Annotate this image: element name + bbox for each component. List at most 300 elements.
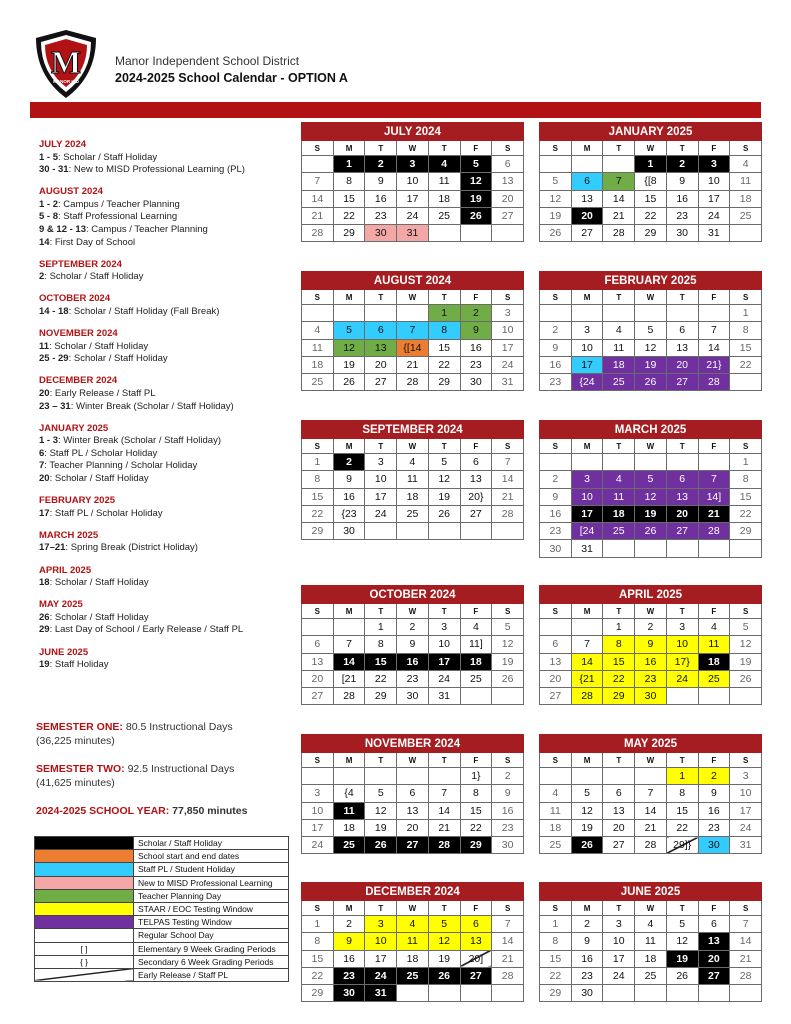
svg-text:M: M — [50, 44, 82, 80]
day-cell: 3 — [730, 768, 762, 785]
day-cell: 3 — [698, 156, 730, 173]
day-cell: 8 — [460, 785, 492, 802]
legend-row — [35, 902, 289, 915]
weekday-header: F — [460, 604, 492, 619]
day-cell: 1 — [666, 768, 698, 785]
weekday-header: F — [460, 290, 492, 305]
week-row — [302, 802, 524, 819]
day-cell — [492, 523, 524, 540]
day-cell: 27 — [666, 523, 698, 540]
day-cell: 23 — [492, 819, 524, 836]
weekday-header: S — [492, 604, 524, 619]
day-cell: 9 — [635, 636, 667, 653]
day-cell: 30 — [492, 837, 524, 854]
weekday-header: S — [540, 439, 572, 454]
day-cell: 22 — [666, 819, 698, 836]
day-cell: 1 — [730, 305, 762, 322]
day-cell: 13 — [365, 339, 397, 356]
day-cell: 11 — [302, 339, 334, 356]
day-cell: 23 — [698, 819, 730, 836]
day-cell: 5 — [333, 322, 365, 339]
day-cell — [333, 305, 365, 322]
key-event-item: 25 - 29: Scholar / Staff Holiday — [39, 353, 168, 365]
key-event-item: 17: Staff PL / Scholar Holiday — [39, 507, 163, 519]
legend-swatch: { } — [35, 955, 134, 968]
day-cell: 5 — [365, 785, 397, 802]
day-cell: 19 — [333, 356, 365, 373]
month-title: JULY 2024 — [302, 123, 524, 141]
day-cell — [603, 305, 635, 322]
day-cell: 8 — [428, 322, 460, 339]
day-cell: 30 — [333, 985, 365, 1002]
weekday-header: M — [571, 753, 603, 768]
day-cell: 11 — [730, 173, 762, 190]
week-row — [540, 688, 762, 705]
day-cell: 25 — [698, 670, 730, 687]
week-row — [302, 225, 524, 242]
week-row — [540, 505, 762, 522]
weekday-header: W — [635, 141, 667, 156]
week-row — [302, 819, 524, 836]
day-cell: 4 — [603, 322, 635, 339]
week-row — [540, 619, 762, 636]
day-cell: [21 — [333, 670, 365, 687]
day-cell — [428, 523, 460, 540]
weekday-header: W — [397, 439, 429, 454]
day-cell: {23 — [333, 505, 365, 522]
day-cell: 7 — [492, 916, 524, 933]
key-events-month-heading: APRIL 2025 — [39, 564, 92, 576]
day-cell: 7 — [730, 916, 762, 933]
weekday-header: T — [666, 753, 698, 768]
day-cell: 16 — [333, 950, 365, 967]
legend-swatch — [35, 876, 134, 889]
week-row — [302, 670, 524, 687]
day-cell: 25 — [428, 207, 460, 224]
day-cell: 19 — [492, 653, 524, 670]
key-event-item: 5 - 8: Staff Professional Learning — [39, 211, 178, 223]
day-cell — [730, 540, 762, 557]
day-cell — [428, 768, 460, 785]
day-cell: 8 — [666, 785, 698, 802]
week-row — [540, 225, 762, 242]
week-row — [540, 488, 762, 505]
day-cell: 17 — [365, 950, 397, 967]
day-cell: 11 — [333, 802, 365, 819]
calendar-title: 2024-2025 School Calendar - OPTION A — [115, 71, 348, 85]
key-events-month-heading: AUGUST 2024 — [39, 186, 103, 198]
day-cell: 15 — [666, 802, 698, 819]
svg-text:MANOR ISD: MANOR ISD — [53, 79, 79, 84]
week-row — [540, 670, 762, 687]
day-cell: 19 — [365, 819, 397, 836]
day-cell: 14 — [492, 933, 524, 950]
week-row — [302, 916, 524, 933]
weekday-header: T — [365, 290, 397, 305]
day-cell: 22 — [428, 356, 460, 373]
weekday-header: F — [460, 141, 492, 156]
week-row — [302, 985, 524, 1002]
month-calendar — [301, 882, 524, 1002]
key-event-item: 18: Scholar / Staff Holiday — [39, 577, 149, 589]
week-row — [540, 785, 762, 802]
day-cell: 10 — [365, 471, 397, 488]
day-cell: 17 — [698, 190, 730, 207]
day-cell: 28 — [730, 967, 762, 984]
weekday-header: M — [333, 753, 365, 768]
day-cell: 26 — [365, 837, 397, 854]
week-row — [302, 173, 524, 190]
day-cell: 6 — [492, 156, 524, 173]
weekday-header: T — [365, 753, 397, 768]
day-cell — [730, 688, 762, 705]
day-cell: 28 — [571, 688, 603, 705]
day-cell: 2 — [333, 454, 365, 471]
district-logo — [30, 28, 102, 100]
day-cell: 6 — [666, 471, 698, 488]
day-cell: 5 — [492, 619, 524, 636]
day-cell: 19 — [460, 190, 492, 207]
day-cell: 5 — [730, 619, 762, 636]
month-title: SEPTEMBER 2024 — [302, 421, 524, 439]
day-cell: 12 — [571, 802, 603, 819]
day-cell: 9 — [698, 785, 730, 802]
day-cell: 18 — [540, 819, 572, 836]
day-cell: 19 — [635, 356, 667, 373]
day-cell: 16 — [698, 802, 730, 819]
month-title: MAY 2025 — [540, 735, 762, 753]
day-cell: 9 — [540, 488, 572, 505]
weekday-header: T — [666, 901, 698, 916]
day-cell — [603, 156, 635, 173]
day-cell: 14 — [571, 653, 603, 670]
day-cell: 19 — [428, 950, 460, 967]
day-cell: 29 — [333, 225, 365, 242]
day-cell: 20 — [698, 950, 730, 967]
day-cell: 28 — [333, 688, 365, 705]
weekday-header: W — [635, 290, 667, 305]
day-cell: 1 — [540, 916, 572, 933]
day-cell: 19 — [635, 505, 667, 522]
day-cell: 2 — [571, 916, 603, 933]
legend-row — [35, 968, 289, 981]
weekday-header: M — [333, 141, 365, 156]
day-cell: 18 — [730, 190, 762, 207]
weekday-header: T — [603, 439, 635, 454]
weekday-header: S — [730, 141, 762, 156]
day-cell: 8 — [333, 173, 365, 190]
legend-swatch — [35, 968, 134, 981]
day-cell — [666, 688, 698, 705]
day-cell — [460, 688, 492, 705]
day-cell: 5 — [460, 156, 492, 173]
day-cell — [730, 985, 762, 1002]
day-cell: 17 — [428, 653, 460, 670]
day-cell: 17} — [666, 653, 698, 670]
day-cell: 21 — [492, 488, 524, 505]
day-cell: 6 — [460, 454, 492, 471]
key-events-month-heading: MARCH 2025 — [39, 529, 99, 541]
key-event-item: 6: Staff PL / Scholar Holiday — [39, 447, 158, 459]
day-cell — [302, 619, 334, 636]
weekday-header: T — [603, 141, 635, 156]
day-cell — [666, 454, 698, 471]
day-cell: 15 — [730, 339, 762, 356]
day-cell: 8 — [730, 322, 762, 339]
week-row — [540, 933, 762, 950]
day-cell: 27 — [397, 837, 429, 854]
day-cell: 2 — [460, 305, 492, 322]
weekday-header: T — [365, 141, 397, 156]
day-cell: 19 — [666, 950, 698, 967]
day-cell: 22 — [302, 505, 334, 522]
weekday-header: S — [302, 604, 334, 619]
day-cell: 25 — [397, 505, 429, 522]
month-calendar — [301, 420, 524, 540]
weekday-header: S — [540, 141, 572, 156]
legend-row — [35, 889, 289, 902]
day-cell — [460, 985, 492, 1002]
day-cell — [397, 523, 429, 540]
month-calendar — [539, 585, 762, 705]
day-cell: 15 — [540, 950, 572, 967]
day-cell — [302, 768, 334, 785]
day-cell: 31 — [730, 837, 762, 854]
day-cell: 6 — [460, 916, 492, 933]
day-cell: 2 — [397, 619, 429, 636]
day-cell: 3 — [302, 785, 334, 802]
day-cell: 26 — [730, 670, 762, 687]
week-row — [540, 916, 762, 933]
weekday-header: S — [492, 753, 524, 768]
day-cell: 10 — [428, 636, 460, 653]
school-year-minutes: 2024-2025 SCHOOL YEAR: 77,850 minutes — [36, 805, 248, 817]
month-title: AUGUST 2024 — [302, 272, 524, 290]
week-row — [540, 636, 762, 653]
day-cell — [730, 225, 762, 242]
day-cell: 25 — [397, 967, 429, 984]
day-cell: 2 — [540, 322, 572, 339]
day-cell: 22 — [730, 356, 762, 373]
day-cell — [397, 768, 429, 785]
day-cell: 25 — [540, 837, 572, 854]
day-cell: 27 — [698, 967, 730, 984]
day-cell: 12 — [428, 471, 460, 488]
semester-one-line: SEMESTER ONE: 80.5 Instructional Days — [36, 721, 233, 733]
day-cell: 16 — [492, 802, 524, 819]
day-cell — [666, 985, 698, 1002]
day-cell: 15 — [365, 653, 397, 670]
day-cell: 5 — [666, 916, 698, 933]
day-cell: 5 — [635, 471, 667, 488]
week-row — [540, 837, 762, 854]
day-cell: 18 — [603, 505, 635, 522]
week-row — [302, 688, 524, 705]
week-row — [302, 454, 524, 471]
key-event-item: 26: Scholar / Staff Holiday — [39, 611, 149, 623]
day-cell: 29]} — [666, 837, 698, 854]
month-calendar — [539, 122, 762, 242]
day-cell: 3 — [492, 305, 524, 322]
week-row — [540, 540, 762, 557]
day-cell: 31 — [492, 374, 524, 391]
day-cell: 3 — [571, 471, 603, 488]
key-event-item: 9 & 12 - 13: Campus / Teacher Planning — [39, 224, 208, 236]
day-cell — [635, 454, 667, 471]
legend-swatch — [35, 837, 134, 850]
day-cell: 13 — [397, 802, 429, 819]
legend-row — [35, 863, 289, 876]
weekday-header: W — [397, 604, 429, 619]
month-title: NOVEMBER 2024 — [302, 735, 524, 753]
day-cell: 20 — [540, 670, 572, 687]
day-cell: 24 — [397, 207, 429, 224]
day-cell: 27 — [302, 688, 334, 705]
day-cell: 2 — [333, 916, 365, 933]
day-cell: 18 — [333, 819, 365, 836]
weekday-header: M — [571, 901, 603, 916]
day-cell: 17 — [571, 356, 603, 373]
day-cell: 9 — [571, 933, 603, 950]
month-title: JANUARY 2025 — [540, 123, 762, 141]
day-cell: 22 — [540, 967, 572, 984]
day-cell: 16 — [635, 653, 667, 670]
week-row — [302, 190, 524, 207]
week-row — [302, 339, 524, 356]
day-cell: 28 — [428, 837, 460, 854]
day-cell — [698, 305, 730, 322]
day-cell: 16 — [666, 190, 698, 207]
day-cell: 9 — [492, 785, 524, 802]
legend-label: STAAR / EOC Testing Window — [134, 902, 289, 915]
week-row — [540, 173, 762, 190]
day-cell: 31 — [428, 688, 460, 705]
weekday-header: T — [428, 753, 460, 768]
day-cell: 3 — [571, 322, 603, 339]
day-cell — [571, 619, 603, 636]
legend-swatch — [35, 863, 134, 876]
day-cell: 18 — [428, 190, 460, 207]
day-cell: 2 — [365, 156, 397, 173]
day-cell: 18 — [698, 653, 730, 670]
key-event-item: 29: Last Day of School / Early Release / Staff PL — [39, 624, 244, 636]
day-cell: 15 — [730, 488, 762, 505]
day-cell: 16 — [333, 488, 365, 505]
weekday-header: W — [635, 753, 667, 768]
day-cell: 26 — [333, 374, 365, 391]
week-row — [302, 207, 524, 224]
day-cell: 30 — [397, 688, 429, 705]
day-cell: 23 — [635, 670, 667, 687]
day-cell: 28 — [603, 225, 635, 242]
weekday-header: W — [635, 901, 667, 916]
instructional-summary — [36, 720, 286, 818]
day-cell: 24 — [666, 670, 698, 687]
legend-label: Staff PL / Student Holiday — [134, 863, 289, 876]
month-title: OCTOBER 2024 — [302, 586, 524, 604]
weekday-header: F — [698, 901, 730, 916]
day-cell: 26 — [492, 670, 524, 687]
week-row — [540, 356, 762, 373]
day-cell — [666, 305, 698, 322]
day-cell — [730, 374, 762, 391]
day-cell: 16 — [571, 950, 603, 967]
day-cell: 7 — [333, 636, 365, 653]
day-cell: 27 — [666, 374, 698, 391]
legend-label: Scholar / Staff Holiday — [134, 837, 289, 850]
day-cell: 27 — [365, 374, 397, 391]
day-cell: 4 — [460, 619, 492, 636]
day-cell: 11 — [428, 173, 460, 190]
day-cell — [460, 523, 492, 540]
legend-swatch — [35, 889, 134, 902]
day-cell: 24 — [492, 356, 524, 373]
day-cell — [635, 540, 667, 557]
day-cell: 2 — [635, 619, 667, 636]
legend-swatch: [ ] — [35, 942, 134, 955]
day-cell: 28 — [397, 374, 429, 391]
key-event-item: 1 - 3: Winter Break (Scholar / Staff Holiday) — [39, 435, 221, 447]
day-cell: 15 — [460, 802, 492, 819]
day-cell: 29 — [302, 523, 334, 540]
legend-row — [35, 837, 289, 850]
day-cell: 27 — [460, 967, 492, 984]
day-cell: 29 — [302, 985, 334, 1002]
weekday-header: T — [666, 290, 698, 305]
day-cell: 25 — [460, 670, 492, 687]
day-cell — [428, 225, 460, 242]
key-event-item: 17–21: Spring Break (District Holiday) — [39, 542, 198, 554]
day-cell — [698, 985, 730, 1002]
day-cell: 23 — [540, 374, 572, 391]
day-cell: 14 — [428, 802, 460, 819]
day-cell — [698, 540, 730, 557]
day-cell: 10 — [302, 802, 334, 819]
day-cell: 16 — [365, 190, 397, 207]
day-cell: 4 — [730, 156, 762, 173]
weekday-header: T — [428, 604, 460, 619]
key-event-item: 19: Staff Holiday — [39, 659, 109, 671]
day-cell: 8 — [540, 933, 572, 950]
day-cell — [571, 305, 603, 322]
day-cell: 7 — [302, 173, 334, 190]
week-row — [540, 305, 762, 322]
day-cell: 10 — [397, 173, 429, 190]
day-cell: 18 — [460, 653, 492, 670]
day-cell: 5 — [428, 454, 460, 471]
day-cell: 17 — [571, 505, 603, 522]
day-cell: 6 — [365, 322, 397, 339]
day-cell: 7 — [603, 173, 635, 190]
week-row — [302, 967, 524, 984]
week-row — [302, 156, 524, 173]
weekday-header: F — [698, 753, 730, 768]
key-events-month-heading: DECEMBER 2024 — [39, 375, 118, 387]
weekday-header: T — [603, 290, 635, 305]
day-cell: 23 — [666, 207, 698, 224]
day-cell: 2 — [698, 768, 730, 785]
key-events-month-heading: MAY 2025 — [39, 599, 83, 611]
day-cell: 13 — [302, 653, 334, 670]
legend-row — [35, 876, 289, 889]
day-cell: 29 — [635, 225, 667, 242]
day-cell: 5 — [428, 916, 460, 933]
day-cell: 24 — [730, 819, 762, 836]
month-calendar — [539, 882, 762, 1002]
day-cell — [571, 156, 603, 173]
day-cell: 15 — [333, 190, 365, 207]
day-cell — [333, 768, 365, 785]
